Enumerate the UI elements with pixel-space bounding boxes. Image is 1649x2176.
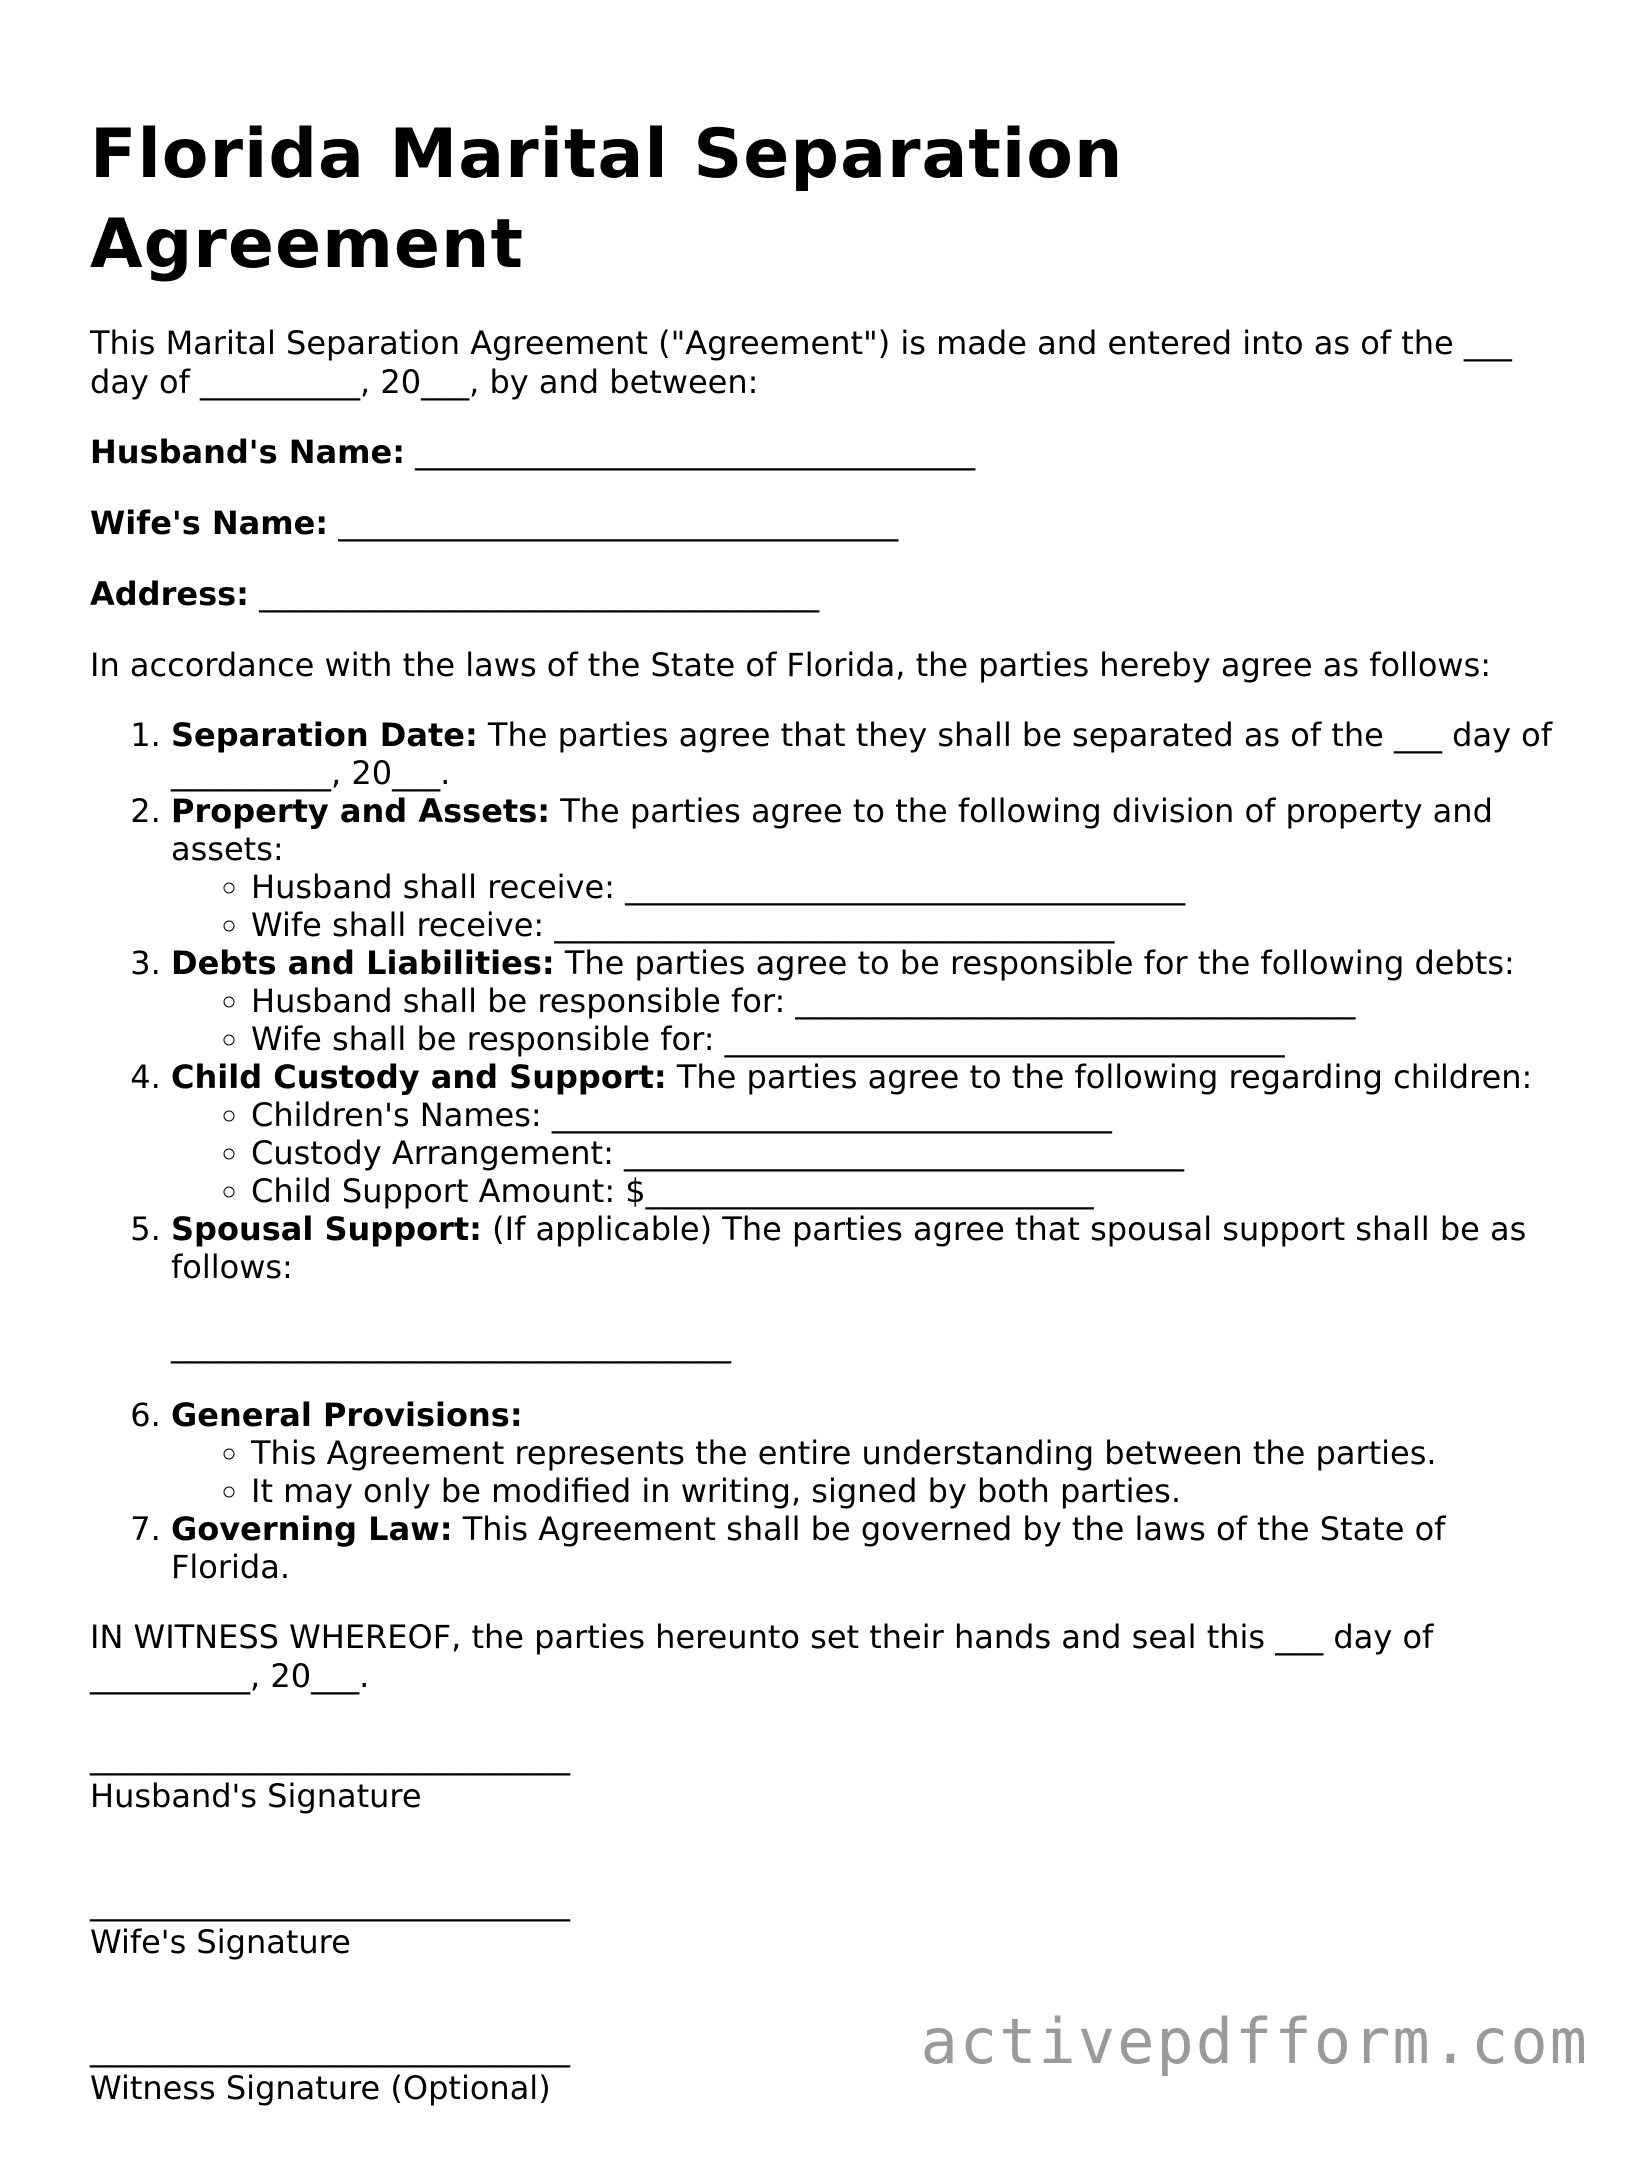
intro-paragraph: This Marital Separation Agreement ("Agreement") is made and entered into as of the ___ day of __________, 20___, by and between: xyxy=(90,324,1512,401)
list-item: ◦ Children's Names: ___________________________________ xyxy=(251,1096,1570,1134)
provisions-sublist xyxy=(171,1434,1570,1510)
list-item: ◦ Custody Arrangement: ___________________________________ xyxy=(251,1134,1570,1172)
wife-signature-label: Wife's Signature xyxy=(90,1923,351,1961)
address-label: Address: xyxy=(90,575,249,613)
accordance-paragraph: In accordance with the laws of the State of Florida, the parties hereby agree as follows: xyxy=(90,646,1492,684)
watermark-text: activepdfform.com xyxy=(920,2005,1589,2078)
witness-paragraph: IN WITNESS WHEREOF, the parties hereunto set their hands and seal this ___ day of __________, 20___. xyxy=(90,1618,1434,1695)
term-heading: Separation Date: xyxy=(171,716,478,754)
wife-name-blank: ___________________________________ xyxy=(338,504,899,542)
term-heading: Child Custody and Support: xyxy=(171,1058,667,1096)
term-heading: Governing Law: xyxy=(171,1510,453,1548)
term-heading: Spousal Support: xyxy=(171,1210,482,1248)
list-item: ◦ Wife shall be responsible for: ___________________________________ xyxy=(251,1020,1570,1058)
term-spousal-support xyxy=(171,1210,1570,1364)
signature-line: ______________________________ xyxy=(90,1738,570,1776)
signature-line: ______________________________ xyxy=(90,1884,570,1922)
term-text: The parties agree that they shall be separated as of the ___ day of __________, 20___. xyxy=(171,716,1553,792)
term-separation-date xyxy=(171,716,1570,792)
term-text: The parties agree to the following regarding children: xyxy=(666,1058,1533,1096)
term-text: The parties agree to be responsible for the following debts: xyxy=(554,944,1515,982)
husband-name-blank: ___________________________________ xyxy=(415,433,976,471)
agreement-terms-list xyxy=(90,716,1570,1586)
address-blank: ___________________________________ xyxy=(259,575,820,613)
document-page xyxy=(90,110,1570,2176)
wife-name-field xyxy=(90,504,1570,543)
term-property-assets xyxy=(171,792,1570,944)
children-sublist xyxy=(171,1096,1570,1210)
list-item: ◦ It may only be modified in writing, signed by both parties. xyxy=(251,1472,1570,1510)
list-item: ◦ Child Support Amount: $____________________________ xyxy=(251,1172,1570,1210)
debts-sublist xyxy=(171,982,1570,1058)
wife-name-label: Wife's Name: xyxy=(90,504,329,542)
term-heading: Property and Assets: xyxy=(171,792,551,830)
list-item: ◦ Husband shall be responsible for: ___________________________________ xyxy=(251,982,1570,1020)
witness-signature-label: Witness Signature (Optional) xyxy=(90,2069,551,2107)
husband-signature-label: Husband's Signature xyxy=(90,1777,422,1815)
signature-line: ______________________________ xyxy=(90,2030,570,2068)
husband-name-field xyxy=(90,433,1570,472)
term-text: The parties agree to the following division of property and assets: xyxy=(171,792,1493,868)
term-general-provisions xyxy=(171,1396,1570,1510)
list-item: ◦ This Agreement represents the entire understanding between the parties. xyxy=(251,1434,1570,1472)
list-item: ◦ Husband shall receive: ___________________________________ xyxy=(251,868,1570,906)
address-field xyxy=(90,575,1570,614)
document-title: Florida Marital Separation Agreement xyxy=(90,115,1124,284)
husband-name-label: Husband's Name: xyxy=(90,433,405,471)
spousal-support-blank: ___________________________________ xyxy=(171,1326,731,1364)
term-governing-law xyxy=(171,1510,1570,1586)
term-text: This Agreement shall be governed by the laws of the State of Florida. xyxy=(171,1510,1446,1586)
term-text: (If applicable) The parties agree that spousal support shall be as follows: xyxy=(171,1210,1527,1286)
term-child-custody xyxy=(171,1058,1570,1210)
term-debts-liabilities xyxy=(171,944,1570,1058)
wife-signature-block xyxy=(90,1884,1570,1962)
husband-signature-block xyxy=(90,1738,1570,1816)
term-heading: General Provisions: xyxy=(171,1396,523,1434)
list-item: ◦ Wife shall receive: ___________________________________ xyxy=(251,906,1570,944)
term-heading: Debts and Liabilities: xyxy=(171,944,555,982)
property-sublist xyxy=(171,868,1570,944)
